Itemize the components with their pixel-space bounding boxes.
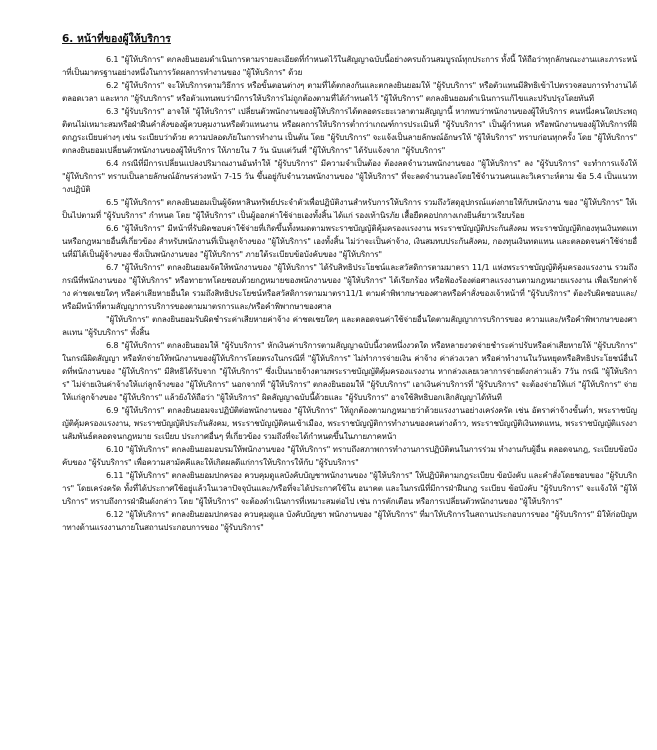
paragraph-6-12: 6.12 "ผู้ให้บริการ" ตกลงยินยอมปกครอง ควบคุมดูแล บังคับบัญชา พนักงานของ "ผู้ให้บริการ" ที่มาให้บริการในสถานประกอบการของ "ผู้รับบริการ" มิให้ก่อปัญหาทางด้านแรงงานภายในสถานประกอบการของ "ผู้รับบริการ"	[62, 510, 637, 532]
paragraph-6-1: 6.1 "ผู้ให้บริการ" ตกลงยินยอมดำเนินการตามรายละเอียดที่กำหนดไว้ในสัญญาฉบับนี้อย่างครบถ้วนสมบูรณ์ทุกประการ ทั้งนี้ ให้ถือว่าทุกลักษณะงานและภาระหน้าที่เป็นมาตรฐานอย่างหนึ่งในการวัดผลการทำงานของ "ผู้ให้บริการ" ด้วย	[62, 55, 637, 77]
paragraph-6-6: 6.6 "ผู้ให้บริการ" มีหน้าที่รับผิดชอบค่าใช้จ่ายที่เกิดขึ้นทั้งหมดตามพระราชบัญญัติคุ้มครองแรงงาน พระราชบัญญัติประกันสังคม พระราชบัญญัติกองทุนเงินทดแทนหรือกฎหมายอื่นที่เกี่ยวข้อง สำหรับพนักงานที่เป็นลูกจ้างของ "ผู้ให้บริการ" เองทั้งสิ้น ไม่ว่าจะเป็นค่าจ้าง, เงินสมทบประกันสังคม, กองทุนเงินทดแทน และตลอดจนค่าใช้จ่ายอื่นที่มิได้เป็นผู้จ้างของ ซึ่งเป็นพนักงานของ "ผู้ให้บริการ" ภายใต้ระเบียบข้อบังคับของ "ผู้ให้บริการ"	[62, 224, 637, 259]
paragraph-6-9: 6.9 "ผู้ให้บริการ" ตกลงยินยอมจะปฏิบัติต่อพนักงานของ "ผู้ให้บริการ" ให้ถูกต้องตามกฎหมายว่าด้วยแรงงานอย่างเคร่งครัด เช่น อัตราค่าจ้างขั้นต่ำ, พระราชบัญญัติคุ้มครองแรงงาน, พระราชบัญญัติประกันสังคม, พระราชบัญญัติคนเข้าเมือง, พระราชบัญญัติการทำงานของคนต่างด้าว, พระราชบัญญัติเงินทดแทน, พระราชบัญญัติแรงงานสัมพันธ์ตลอดจนกฎหมาย ระเบียบ ประกาศอื่นๆ ที่เกี่ยวข้อง รวมถึงที่จะได้กำหนดขึ้นในภายภาคหน้า	[62, 406, 637, 441]
paragraph-6-7-continued: "ผู้ให้บริการ" ตกลงยินยอมรับผิดชำระค่าเสียหายค่าจ้าง ค่าชดเชยใดๆ และตลอดจนค่าใช้จ่ายอื่นใดตามสัญญาการบริการของ ความและ/หรือคำพิพากษาของศาลแทน "ผู้รับบริการ" ทั้งสิ้น	[62, 315, 637, 337]
paragraph-6-3: 6.3 "ผู้รับบริการ" อาจให้ "ผู้ให้บริการ" เปลี่ยนตัวพนักงานของผู้ให้บริการได้ตลอดระยะเวลาตามสัญญานี้ หากพบว่าพนักงานของผู้ให้บริการ คนหนึ่งคนใดประพฤติตนไม่เหมาะสมหรือฝ่าฝืนคำสั่งของผู้ควบคุมงานหรือตัวแทนงาน หรือผลการให้บริการต่ำกว่าเกณฑ์การประเมินที่ "ผู้รับบริการ" เป็นผู้กำหนด หรือพนักงานของผู้ให้บริการที่ผิดกฎระเบียบต่างๆ เช่น ระเบียบว่าด้วย ความปลอดภัยในการทำงาน เป็นต้น โดย "ผู้รับบริการ" จะแจ้งเป็นลายลักษณ์อักษรให้ "ผู้ให้บริการ" ทราบก่อนทุกครั้ง โดย "ผู้ให้บริการ" ตกลงยินยอมเปลี่ยนตัวพนักงานของผู้ให้บริการ ให้ภายใน 7 วัน นับแต่วันที่ "ผู้ให้บริการ" ได้รับแจ้งจาก "ผู้รับบริการ"	[62, 107, 637, 155]
paragraph-6-5: 6.5 "ผู้ให้บริการ" ตกลงยินยอมเป็นผู้จัดหาสินทรัพย์ประจำตัวเพื่อปฏิบัติงานสำหรับการให้บริการ รวมถึงวัสดุอุปกรณ์แต่งกายให้กับพนักงาน ของ "ผู้ให้บริการ" ให้เป็นไปตามที่ "ผู้รับบริการ" กำหนด โดย "ผู้ให้บริการ" เป็นผู้ออกค่าใช้จ่ายเองทั้งสิ้น ได้แก่ รองเท้านิรภัย เสื้อยืดคอปกกางเกงยีนส์ยาวเรียบร้อย	[62, 198, 637, 220]
section-heading: 6. หน้าที่ของผู้ให้บริการ	[62, 33, 171, 45]
paragraph-6-2: 6.2 "ผู้ให้บริการ" จะให้บริการตามวิธีการ หรือขั้นตอนต่างๆ ตามที่ได้ตกลงกันและตกลงยินยอมให้ "ผู้รับบริการ" หรือตัวแทนมีสิทธิเข้าไปตรวจสอบการทำงานได้ตลอดเวลา และหาก "ผู้รับบริการ" หรือตัวแทนพบว่ามีการให้บริการไม่ถูกต้องตามที่ได้กำหนดไว้ "ผู้ให้บริการ" ตกลงยินยอมดำเนินการแก้ไขและปรับปรุงโดยทันที	[62, 81, 637, 103]
paragraph-6-7: 6.7 "ผู้ให้บริการ" ตกลงยินยอมจัดให้พนักงานของ "ผู้ให้บริการ" ได้รับสิทธิประโยชน์และสวัสดิการตามมาตรา 11/1 แห่งพระราชบัญญัติคุ้มครองแรงงาน รวมถึงกรณีที่พนักงานของ "ผู้ให้บริการ" หรือทายาทโดยชอบด้วยกฎหมายของพนักงานของ "ผู้ให้บริการ" ได้เรียกร้อง หรือฟ้องร้องต่อศาลแรงงานตามกฎหมายแรงงาน เพื่อเรียกค่าจ้าง ค่าชดเชยใดๆ หรือค่าเสียหายอื่นใด รวมถึงสิทธิประโยชน์หรือสวัสดิการตามมาตรา11/1 ตามคำพิพากษาของศาลหรือคำสั่งของเจ้าหน้าที่ "ผู้รับบริการ" ต้องรับผิดชอบและ/หรือมีหน้าที่ตามสัญญาการบริการของตามมาตรการและ/หรือคำพิพากษาของศาล	[62, 263, 637, 311]
paragraph-6-4: 6.4 กรณีที่มีการเปลี่ยนแปลงปริมาณงานอันทำให้ "ผู้รับบริการ" มีความจำเป็นต้อง ต้องลดจำนวนพนักงานของ "ผู้ให้บริการ" ลง "ผู้รับบริการ" จะทำการแจ้งให้ "ผู้ให้บริการ" ทราบเป็นลายลักษณ์อักษรล่วงหน้า 7-15 วัน ขึ้นอยู่กับจำนวนพนักงานของ "ผู้ให้บริการ" ที่จะลดจำนวนลงโดยใช้จำนวนคนและวิเคราะห์ตาม ข้อ 5.4 เป็นแนวทางปฏิบัติ	[62, 159, 637, 194]
paragraph-6-8: 6.8 "ผู้ให้บริการ" ตกลงยินยอมให้ "ผู้รับบริการ" หักเงินค่าบริการตามสัญญาฉบับนี้งวดหนึ่งงวดใด หรือหลายงวดจ่ายชำระค่าปรับหรือค่าเสียหายให้ "ผู้รับบริการ" ในกรณีผิดสัญญา หรือหักจ่ายให้พนักงานของผู้ให้บริการโดยตรงในกรณีที่ "ผู้ให้บริการ" ไม่ทำการจ่ายเงิน ค่าจ้าง ค่าล่วงเวลา หรือค่าทำงานในวันหยุดหรือสิทธิประโยชน์อื่นใดที่พนักงานของ "ผู้ให้บริการ" มีสิทธิได้รับจาก "ผู้ให้บริการ" ซึ่งเป็นนายจ้างตามพระราชบัญญัติคุ้มครองแรงงาน หากล่วงเลยเวลาการจ่ายดังกล่าวแล้ว 7วัน กรณี "ผู้ให้บริการ" ไม่จ่ายเงินค่าจ้างให้แก่ลูกจ้างของ "ผู้ให้บริการ" นอกจากที่ "ผู้ให้บริการ" ตกลงยินยอมให้ "ผู้รับบริการ" เอาเงินค่าบริการที่ "ผู้รับบริการ" จะต้องจ่ายให้แก่ "ผู้ให้บริการ" จ่ายให้แก่ลูกจ้างของ "ผู้ให้บริการ" แล้วยังให้ถือว่า "ผู้ให้บริการ" ผิดสัญญาฉบับนี้ด้วยและ "ผู้รับบริการ" อาจใช้สิทธิบอกเลิกสัญญาได้ทันที	[62, 341, 637, 402]
paragraph-6-11: 6.11 "ผู้ให้บริการ" ตกลงยินยอมปกครอง ควบคุมดูแลบังคับบัญชาพนักงานของ "ผู้ให้บริการ" ให้ปฏิบัติตามกฎระเบียบ ข้อบังคับ และคำสั่งโดยชอบของ "ผู้รับบริการ" โดยเคร่งครัด ทั้งที่ได้ประกาศใช้อยู่แล้วในเวลาปัจจุบันและ/หรือที่จะได้ประกาศใช้ใน อนาคต และในกรณีที่มีการฝ่าฝืนกฎ ระเบียบ ข้อบังคับ "ผู้รับบริการ" จะแจ้งให้ "ผู้ให้บริการ" ทราบถึงการฝ่าฝืนดังกล่าว โดย "ผู้ให้บริการ" จะต้องดำเนินการที่เหมาะสมต่อไป เช่น การตักเตือน หรือการเปลี่ยนตัวพนักงานของ "ผู้ให้บริการ"	[62, 471, 637, 506]
paragraph-6-10: 6.10 "ผู้ให้บริการ" ตกลงยินยอมอบรมให้พนักงานของ "ผู้ให้บริการ" ทราบถึงสภาพการทำงานการปฏิบัติตนในการร่วม ทำงานกับผู้อื่น ตลอดจนกฎ, ระเบียบข้อบังคับของ "ผู้รับบริการ" เพื่อความสามัคคีและให้เกิดผลดีแก่การให้บริการให้กับ "ผู้รับบริการ"	[62, 445, 637, 467]
